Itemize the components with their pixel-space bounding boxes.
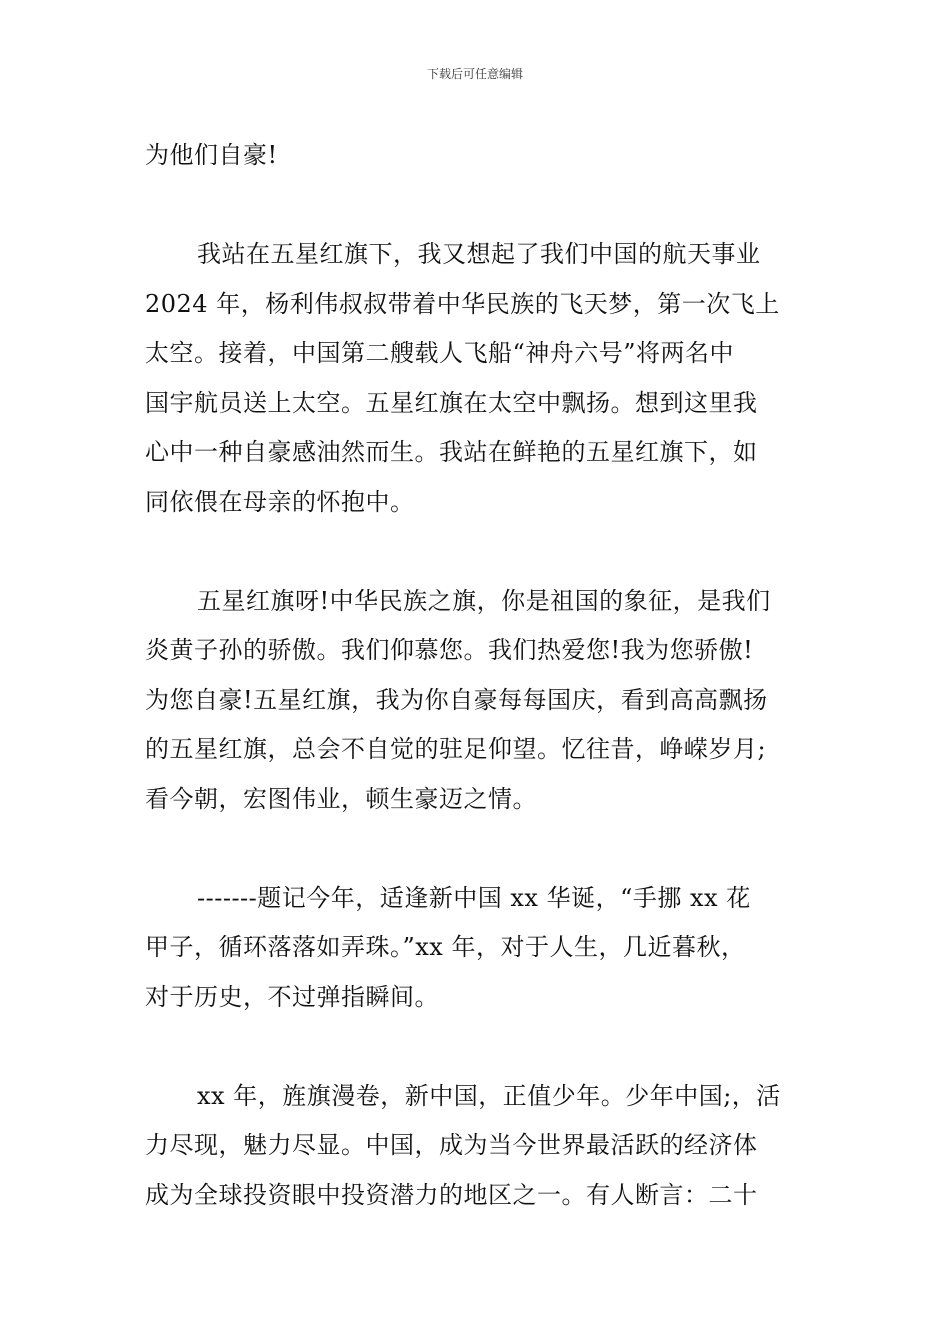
page-header: 下载后可任意编辑: [426, 67, 523, 81]
paragraph-gap: [145, 181, 807, 231]
paragraph-line: 成为全球投资眼中投资潜力的地区之一。有人断言：二十: [145, 1180, 758, 1209]
paragraph-line: 五星红旗呀!中华民族之旗，你是祖国的象征，是我们: [197, 586, 771, 615]
paragraph-line: 看今朝，宏图伟业，顿生豪迈之情。: [145, 784, 537, 813]
paragraph-line: -------题记今年，适逢新中国 xx 华诞，“手挪 xx 花: [197, 883, 751, 912]
paragraph-line: 我站在五星红旗下，我又想起了我们中国的航天事业: [197, 240, 761, 268]
paragraph-line: 对于历史，不过弹指瞬间。: [145, 982, 439, 1011]
paragraph-line: 为他们自豪!: [145, 141, 278, 169]
paragraph-4: [145, 874, 807, 1023]
paragraph-line: 国宇航员送上太空。五星红旗在太空中飘扬。想到这里我: [145, 388, 758, 417]
paragraph-line: 的五星红旗，总会不自觉的驻足仰望。忆往昔，峥嵘岁月;: [145, 735, 767, 763]
paragraph-1: [145, 131, 807, 181]
paragraph-line: 炎黄子孙的骄傲。我们仰慕您。我们热爱您!我为您骄傲!: [145, 636, 754, 664]
paragraph-line: 2024 年，杨利伟叔叔带着中华民族的飞天梦，第一次飞上: [145, 289, 780, 318]
paragraph-line: 甲子，循环落落如弄珠。”xx 年，对于人生，几近暮秋，: [145, 933, 746, 961]
paragraph-line: 同依偎在母亲的怀抱中。: [145, 487, 415, 516]
paragraph-5: [145, 1072, 807, 1221]
paragraph-3: [145, 577, 807, 825]
paragraph-line: xx 年，旌旗漫卷，新中国，正值少年。少年中国;，活: [197, 1081, 781, 1110]
paragraph-gap: [145, 1022, 807, 1072]
paragraph-line: 太空。接着，中国第二艘载人飞船“神舟六号”将两名中: [145, 339, 735, 367]
paragraph-gap: [145, 824, 807, 874]
document-body: [145, 131, 807, 1220]
paragraph-2: [145, 230, 807, 527]
paragraph-gap: [145, 527, 807, 577]
paragraph-line: 力尽现，魅力尽显。中国，成为当今世界最活跃的经济体: [145, 1131, 758, 1159]
paragraph-line: 为您自豪!五星红旗，我为你自豪每每国庆，看到高高飘扬: [145, 685, 768, 714]
paragraph-line: 心中一种自豪感油然而生。我站在鲜艳的五星红旗下，如: [145, 438, 758, 466]
